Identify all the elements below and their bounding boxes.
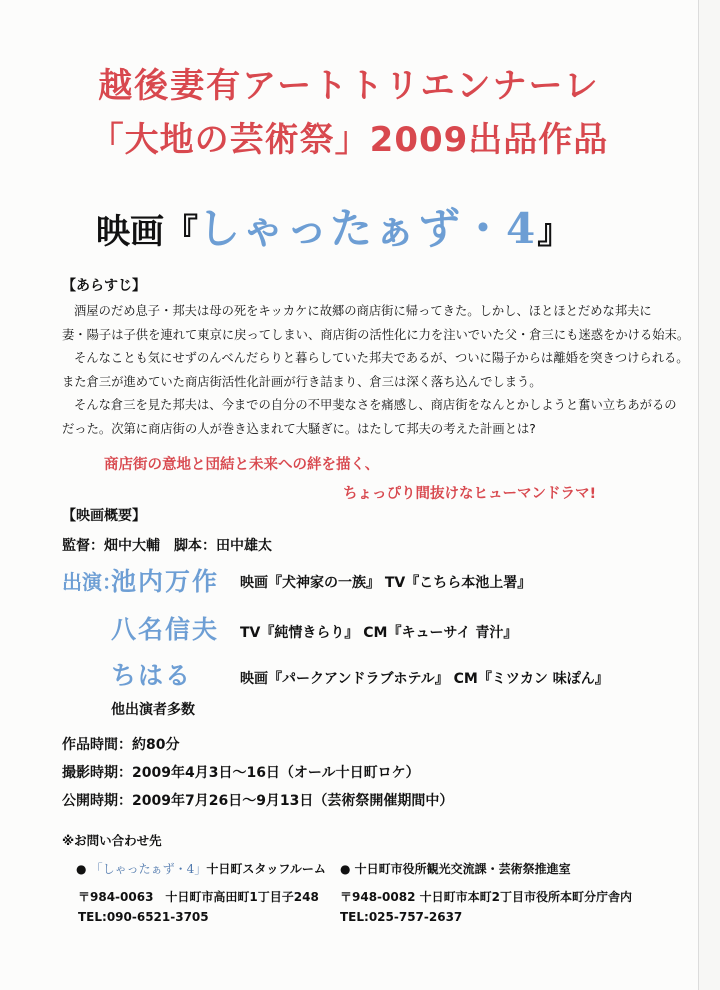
contact-right-title <box>340 860 571 877</box>
shooting-period: 撮影時期：2009年4月3日～16日（オール十日町ロケ） <box>62 765 420 781</box>
contact-left-office: 十日町スタッフルーム <box>206 862 326 876</box>
tagline-line2: ちょっぴり間抜けなヒューマンドラマ! <box>343 486 597 502</box>
open-bracket: 『 <box>164 212 198 252</box>
movie-name: しゃったぁず・4 <box>198 204 538 253</box>
contact-right-postal: 〒948-0082 十日町市本町2丁目市役所本町分庁舎内 <box>340 890 632 904</box>
bullet-icon: ● <box>340 862 351 876</box>
cast-works: 映画『パークアンドラブホテル』 CM『ミツカン 味ぽん』 <box>240 671 609 687</box>
festival-subtitle: 「大地の芸術祭」2009出品作品 <box>89 120 609 160</box>
contact-left-postal: 〒984-0063 十日町市高田町1丁目子248 <box>78 890 319 904</box>
cast-works: 映画『犬神家の一族』 TV『こちら本池上署』 <box>240 575 532 591</box>
synopsis-text <box>62 300 690 442</box>
synopsis-line: だった。次第に商店街の人が巻き込まれて大騒ぎに。はたして邦夫の考えた計画とは? <box>62 421 536 436</box>
contact-right-tel[interactable]: TEL:025-757-2637 <box>340 910 463 924</box>
cast-name: ちはる <box>111 661 193 690</box>
contact-right-office: 十日町市役所観光交流課・芸術祭推進室 <box>354 862 571 876</box>
synopsis-line: また倉三が進めていた商店街活性化計画が行き詰まり、倉三は深く落ち込んでしまう。 <box>62 374 542 389</box>
contact-left-movie: 「しゃったぁず・4」 <box>90 862 207 876</box>
tagline-line1: 商店街の意地と団結と未来への絆を描く、 <box>104 457 380 473</box>
movie-prefix: 映画 <box>96 212 164 252</box>
cast-name: 池内万作 <box>111 567 220 596</box>
synopsis-heading: 【あらすじ】 <box>62 278 146 294</box>
cast-label: 出演： <box>62 570 122 594</box>
synopsis-line: そんな倉三を見た邦夫は、今までの自分の不甲斐なさを痛感し、商店街をなんとかしようと奮い立ちあがるの <box>74 398 677 413</box>
close-bracket: 』 <box>537 212 572 252</box>
staff-credits: 監督：畑中大輔 脚本：田中雄太 <box>62 538 272 554</box>
synopsis-line: 妻・陽子は子供を連れて東京に戻ってしまい、商店街の活性化に力を注いでいた父・倉三にも迷惑をかける始末。 <box>62 327 690 342</box>
contact-left-tel[interactable]: TEL:090-6521-3705 <box>78 910 209 924</box>
runtime: 作品時間：約80分 <box>62 737 180 753</box>
movie-title <box>96 196 571 256</box>
release-period: 公開時期：2009年7月26日～9月13日（芸術祭開催期間中） <box>62 793 454 809</box>
other-cast: 他出演者多数 <box>111 702 195 718</box>
synopsis-line: そんなことも気にせずのんべんだらりと暮らしていた邦夫であるが、ついに陽子からは離婚を突きつけられる。 <box>74 351 689 366</box>
overview-heading: 【映画概要】 <box>62 508 146 524</box>
contact-heading: ※お問い合わせ先 <box>62 833 162 848</box>
cast-name: 八名信夫 <box>111 615 220 644</box>
festival-title: 越後妻有アートトリエンナーレ <box>98 66 600 106</box>
synopsis-line: 酒屋のだめ息子・邦夫は母の死をキッカケに故郷の商店街に帰ってきた。しかし、ほとほとだめな邦夫に <box>74 304 652 318</box>
contact-left-title <box>76 860 326 877</box>
bullet-icon: ● <box>76 862 87 876</box>
cast-works: TV『純情きらり』 CM『キューサイ 青汁』 <box>240 625 518 641</box>
